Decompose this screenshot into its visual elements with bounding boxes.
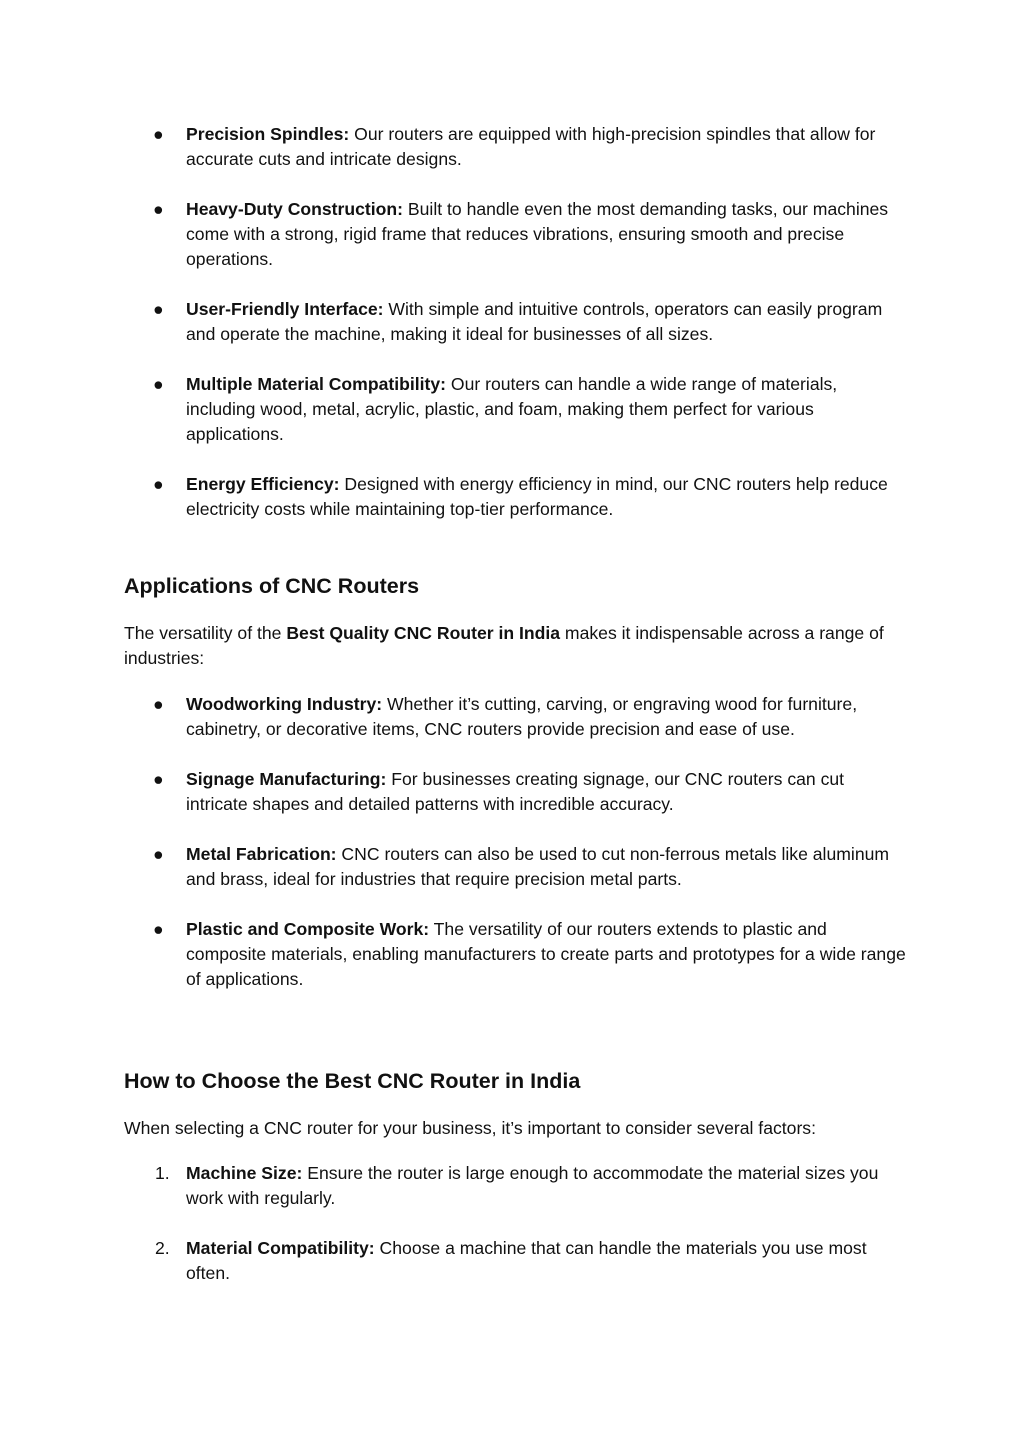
item-term: Signage Manufacturing: — [186, 769, 387, 789]
section-heading-choose: How to Choose the Best CNC Router in India — [124, 1069, 581, 1093]
list-item — [153, 122, 906, 172]
item-text: For businesses creating signage, our CNC routers can cut intricate shapes and detailed patterns with incredible accuracy. — [186, 769, 845, 814]
bullet-icon: ● — [153, 374, 164, 394]
item-text: The versatility of our routers extends to plastic and composite materials, enabling manufacturers to create parts and prototypes for a wide range of applications. — [186, 919, 906, 989]
item-text: Built to handle even the most demanding tasks, our machines come with a strong, rigid frame that reduces vibrations, ensuring smooth and precise operations. — [186, 199, 889, 269]
item-text: Ensure the router is large enough to accommodate the material sizes you work with regularly. — [186, 1163, 879, 1208]
list-item — [153, 767, 906, 817]
item-text: Whether it’s cutting, carving, or engraving wood for furniture, cabinetry, or decorative items, CNC routers provide precision and ease of use. — [186, 694, 858, 739]
item-term: Machine Size: — [186, 1163, 303, 1183]
list-item — [153, 472, 906, 522]
item-term: Heavy-Duty Construction: — [186, 199, 404, 219]
list-item — [153, 917, 906, 992]
item-term: Precision Spindles: — [186, 124, 350, 144]
item-text: CNC routers can also be used to cut non-ferrous metals like aluminum and brass, ideal for industries that require precision metal parts. — [186, 844, 890, 889]
bullet-icon: ● — [153, 769, 164, 789]
list-item — [153, 692, 906, 742]
item-term: Multiple Material Compatibility: — [186, 374, 447, 394]
bullet-icon: ● — [153, 199, 164, 219]
bullet-icon: ● — [153, 474, 164, 494]
item-text: Choose a machine that can handle the materials you use most often. — [186, 1238, 867, 1283]
applications-intro — [124, 621, 884, 671]
list-item — [153, 842, 906, 892]
section-heading-applications: Applications of CNC Routers — [124, 574, 420, 598]
bullet-icon: ● — [153, 124, 164, 144]
features-section — [0, 122, 1024, 547]
intro-text: makes it indispensable across a range of industries: — [124, 623, 884, 668]
item-term: User-Friendly Interface: — [186, 299, 384, 319]
bullet-icon: ● — [153, 299, 164, 319]
item-number: 2. — [155, 1238, 170, 1258]
features-list — [0, 122, 1024, 522]
applications-section — [0, 692, 1024, 1017]
intro-text: The versatility of the — [124, 623, 287, 643]
list-item — [153, 197, 906, 272]
list-item — [153, 372, 906, 447]
item-text: Our routers are equipped with high-precision spindles that allow for accurate cuts and intricate designs. — [186, 124, 876, 169]
item-number: 1. — [155, 1163, 170, 1183]
choose-section — [0, 1161, 1024, 1311]
bullet-icon: ● — [153, 844, 164, 864]
bullet-icon: ● — [153, 694, 164, 714]
item-text: With simple and intuitive controls, operators can easily program and operate the machine, making it ideal for businesses of all sizes. — [186, 299, 883, 344]
bullet-icon: ● — [153, 919, 164, 939]
item-term: Metal Fabrication: — [186, 844, 337, 864]
list-item — [155, 1236, 906, 1286]
item-term: Material Compatibility: — [186, 1238, 375, 1258]
list-item — [155, 1161, 906, 1211]
item-text: Designed with energy efficiency in mind, our CNC routers help reduce electricity costs while maintaining top-tier performance. — [186, 474, 888, 519]
item-term: Energy Efficiency: — [186, 474, 340, 494]
item-text: Our routers can handle a wide range of materials, including wood, metal, acrylic, plastic, and foam, making them perfect for various applications. — [186, 374, 838, 444]
factors-list — [0, 1161, 1024, 1286]
choose-intro: When selecting a CNC router for your business, it’s important to consider several factors: — [124, 1118, 816, 1138]
item-term: Woodworking Industry: — [186, 694, 383, 714]
intro-bold-text: Best Quality CNC Router in India — [286, 623, 561, 643]
applications-list — [0, 692, 1024, 992]
item-term: Plastic and Composite Work: — [186, 919, 430, 939]
list-item — [153, 297, 906, 347]
